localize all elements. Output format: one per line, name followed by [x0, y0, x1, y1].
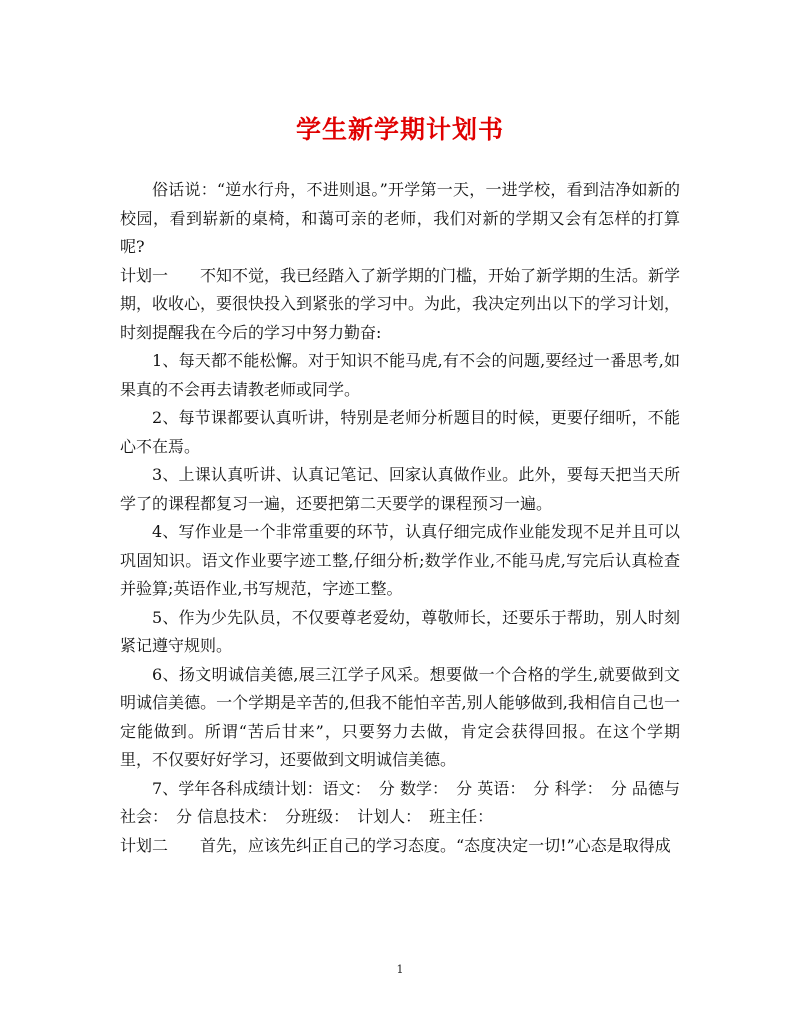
plan-item-5: 5、作为少先队员，不仅要尊老爱幼，尊敬师长，还要乐于帮助，别人时刻紧记遵守规则。: [120, 607, 680, 655]
plan-two-text: 首先，应该先纠正自己的学习态度。“态度决定一切!”心态是取得成: [200, 835, 671, 855]
plan-one-label: 计划一: [120, 265, 169, 285]
plan-item-6: 6、扬文明诚信美德,展三江学子风采。想要做一个合格的学生,就要做到文明诚信美德。一个学期是辛苦的,但我不能怕辛苦,别人能够做到,我相信自己也一定能做到。所谓“苦后甘来”，只要努力去做，肯定会获得回报。在这个学期里，不仅要好好学习，还要做到文明诚信美德。: [120, 664, 680, 769]
plan-one-paragraph: [120, 262, 680, 348]
plan-item-1: 1、每天都不能松懈。对于知识不能马虎,有不会的问题,要经过一番思考,如果真的不会再去请教老师或同学。: [120, 351, 680, 399]
plan-two-label: 计划二: [120, 835, 169, 855]
plan-item-3: 3、上课认真听讲、认真记笔记、回家认真做作业。此外，要每天把当天所学了的课程都复习一遍，还要把第二天要学的课程预习一遍。: [120, 465, 680, 513]
document-body: [120, 176, 680, 860]
plan-item-7: 7、学年各科成绩计划：语文： 分 数学： 分 英语： 分 科学： 分 品德与社会： 分 信息技术： 分班级： 计划人： 班主任：: [120, 778, 680, 826]
intro-paragraph: 俗话说：“逆水行舟，不进则退。”开学第一天，一进学校，看到洁净如新的校园，看到崭新的桌椅，和蔼可亲的老师，我们对新的学期又会有怎样的打算呢?: [120, 180, 680, 256]
document-title: 学生新学期计划书: [295, 115, 504, 144]
plan-one-text: 不知不觉，我已经踏入了新学期的门槛，开始了新学期的生活。新学期，收收心，要很快投入到紧张的学习中。为此，我决定列出以下的学习计划，时刻提醒我在今后的学习中努力勤奋:: [120, 265, 681, 342]
plan-two-paragraph: [120, 832, 680, 861]
page-number: 1: [396, 963, 404, 976]
plan-item-4: 4、写作业是一个非常重要的环节，认真仔细完成作业能发现不足并且可以巩固知识。语文作业要字迹工整,仔细分析;数学作业,不能马虎,写完后认真检查并验算;英语作业,书写规范，字迹工整。: [120, 522, 680, 598]
plan-item-2: 2、每节课都要认真听讲，特别是老师分析题目的时候，更要仔细听，不能心不在焉。: [120, 408, 680, 456]
